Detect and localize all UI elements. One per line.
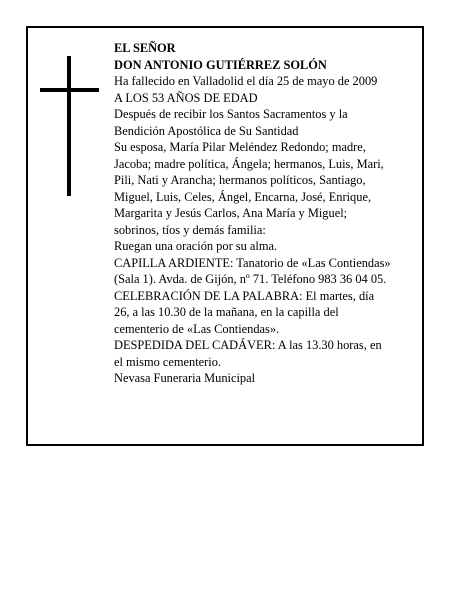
chapel-line: CAPILLA ARDIENTE: Tanatorio de «Las Contiendas» — [114, 255, 391, 270]
farewell-line: DESPEDIDA DEL CADÁVER: A las 13.30 horas, en — [114, 338, 382, 352]
celebration-line: CELEBRACIÓN DE LA PALABRA: El martes, día — [114, 288, 375, 303]
family-line: Jacoba; madre política, Ángela; hermanos, Luis, Mari, — [114, 156, 384, 171]
family-line: Pili, Nati y Arancha; hermanos políticos, Santiago, — [114, 173, 366, 187]
notice-title: EL SEÑOR — [114, 41, 176, 55]
cross-vertical-bar — [67, 56, 71, 196]
obituary-notice — [26, 26, 424, 446]
family-line: Miguel, Luis, Celes, Ángel, Encarna, José, Enrique, — [114, 189, 372, 204]
chapel-line: (Sala 1). Avda. de Gijón, nº 71. Teléfono 983 36 04 05. — [114, 272, 387, 286]
celebration-line: cementerio de «Las Contiendas». — [114, 321, 280, 336]
age-line: A LOS 53 AÑOS DE EDAD — [114, 90, 258, 105]
family-line: Margarita y Jesús Carlos, Ana María y Miguel; — [114, 206, 348, 220]
farewell-line: el mismo cementerio. — [114, 354, 222, 369]
cross-horizontal-bar — [40, 88, 99, 92]
prayer-line: Ruegan una oración por su alma. — [114, 239, 278, 253]
notice-text — [114, 40, 420, 387]
death-line: Ha fallecido en Valladolid el día 25 de mayo de 2009 — [114, 74, 378, 88]
family-line: Su esposa, María Pilar Meléndez Redondo; madre, — [114, 140, 366, 154]
sacraments-line: Después de recibir los Santos Sacramentos y la — [114, 107, 348, 121]
celebration-line: 26, a las 10.30 de la mañana, en la capilla del — [114, 305, 339, 319]
family-line: sobrinos, tíos y demás familia: — [114, 222, 266, 237]
deceased-name: DON ANTONIO GUTIÉRREZ SOLÓN — [114, 57, 327, 72]
sacraments-line: Bendición Apostólica de Su Santidad — [114, 123, 299, 138]
funeral-home: Nevasa Funeraria Municipal — [114, 371, 256, 385]
